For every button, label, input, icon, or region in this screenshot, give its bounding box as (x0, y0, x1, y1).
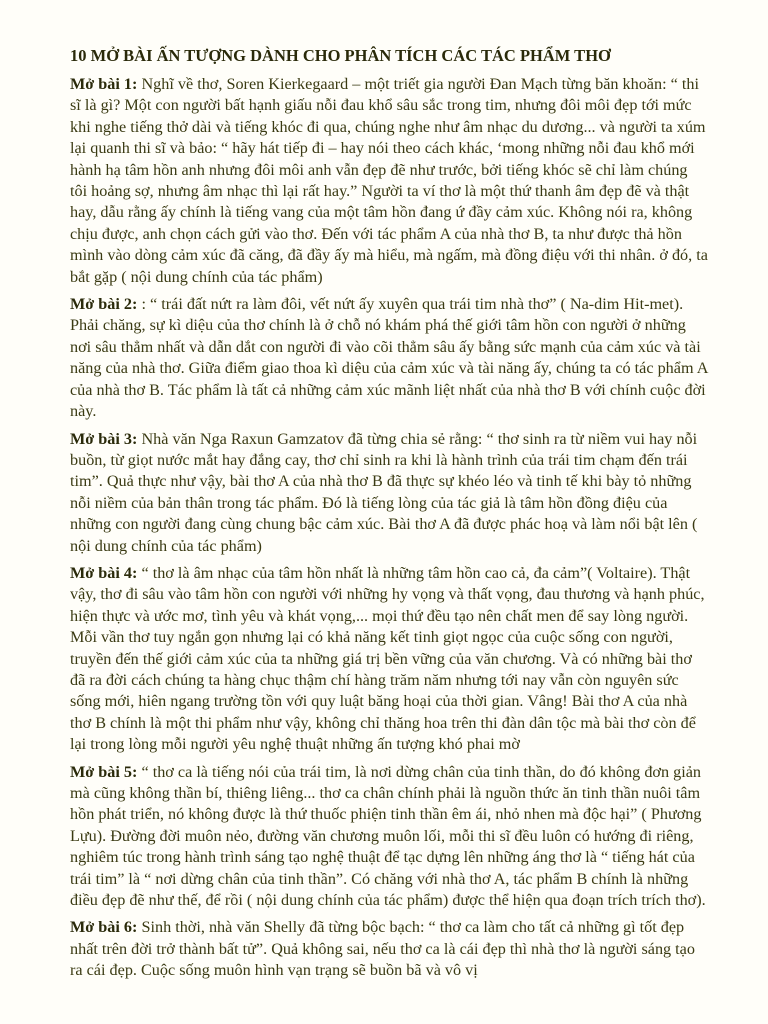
paragraph-text: “ thơ ca là tiếng nói của trái tim, là nơi dừng chân của tinh thần, do đó không đơn giản mà cũng không thần bí, thiêng liêng... thơ ca chân chính phải là nguồn thức ăn tinh thần nuôi tâm hồn phát triển, nó không được là thứ thuốc phiện tinh thần êm ái, nhỏ nhen mà độc hại” ( Phương Lựu). Đường đời muôn nẻo, đường văn chương muôn lối, mỗi thi sĩ đều luôn có hướng đi riêng, nghiêm túc trong hành trình sáng tạo nghệ thuật để tạc dựng lên những áng thơ là “ tiếng hát của trái tim” là “ nơi dừng chân của tinh thần”. Có chăng với nhà thơ A, tác phẩm B chính là những điều đẹp đẽ như thế, để rồi ( nội dung chính của tác phẩm) được thể hiện qua đoạn trích trích thơ). (70, 762, 706, 910)
paragraph-text: Nhà văn Nga Raxun Gamzatov đã từng chia sẻ rằng: “ thơ sinh ra từ niềm vui hay nỗi buồn, từ giọt nước mắt hay đắng cay, thơ chỉ sinh ra khi là hành trình của trái tim chạm đến trái tim”. Quả thực như vậy, bài thơ A của nhà thơ B đã thực sự khéo léo và tinh tế khi bày tỏ những nỗi niềm của bản thân trong tác phẩm. Đó là tiếng lòng của tác giả là tâm hồn đồng điệu của những con người đang cùng chung bậc cảm xúc. Bài thơ A đã được phác hoạ và làm nổi bật lên ( nội dung chính của tác phẩm) (70, 429, 698, 555)
paragraph-label: Mở bài 6: (70, 918, 138, 937)
paragraph-label: Mở bài 5: (70, 762, 138, 781)
paragraph-text: Nghĩ về thơ, Soren Kierkegaard – một triết gia người Đan Mạch từng băn khoăn: “ thi sĩ là gì? Một con người bất hạnh giấu nỗi đau khổ sâu sắc trong tim, nhưng đôi môi đẹp tới mức khi nghe tiếng thở dài và tiếng khóc đi qua, chúng nghe như âm nhạc du dương... và người ta xúm lại quanh thi sĩ và bảo: “ hãy hát tiếp đi – hay nói theo cách khác, ‘mong những nỗi đau khổ mới hành hạ tâm hồn anh nhưng đôi môi anh vẫn đẹp đẽ như trước, bởi tiếng khóc sẽ chỉ làm chúng tôi hoảng sợ, nhưng âm nhạc thì lại rất hay.” Người ta ví thơ là một thứ thanh âm đẹp đẽ và thật hay, dẫu rằng ấy chính là tiếng vang của một tâm hồn đang ứ đầy cảm xúc. Không nói ra, không chịu được, anh chọn cách gửi vào thơ. Đến với tác phẩm A của nhà thơ B, ta như được thả hồn mình vào dòng cảm xúc đã căng, đã đầy ấy mà hiểu, mà ngấm, mà đồng điệu với thi nhân. ở đó, ta bắt gặp ( nội dung chính của tác phẩm) (70, 75, 708, 286)
paragraph-mo-bai-5 (70, 762, 708, 912)
paragraph-text: Sinh thời, nhà văn Shelly đã từng bộc bạch: “ thơ ca làm cho tất cả những gì tốt đẹp nhất trên đời trở thành bất tử”. Quả không sai, nếu thơ ca là cái đẹp thì nhà thơ là người sáng tạo ra cái đẹp. Cuộc sống muôn hình vạn trạng sẽ buồn bã và vô vị (70, 918, 695, 980)
paragraph-mo-bai-6 (70, 917, 708, 981)
document-title: 10 MỞ BÀI ẤN TƯỢNG DÀNH CHO PHÂN TÍCH CÁC TÁC PHẨM THƠ (70, 46, 611, 65)
paragraph-label: Mở bài 3: (70, 429, 138, 448)
paragraph-mo-bai-1 (70, 74, 708, 288)
paragraph-mo-bai-4 (70, 563, 708, 756)
paragraph-text: “ thơ là âm nhạc của tâm hồn nhất là những tâm hồn cao cả, đa cảm”( Voltaire). Thật vậy, thơ đi sâu vào tâm hồn con người với những hy vọng và thất vọng, đau thương và hạnh phúc, hiện thực và ước mơ, tình yêu và khát vọng,... mọi thứ đều tạo nên chất men để say lòng người. Mỗi vần thơ tuy ngắn gọn nhưng lại có khả năng kết tinh giọt ngọc của cuộc sống con người, truyền đến thế giới cảm xúc của ta những giá trị bền vững của văn chương. Và có những bài thơ đã ra đời cách chúng ta hàng chục thậm chí hàng trăm năm nhưng tới nay vẫn còn nguyên sức sống mới, hiên ngang trường tồn với quy luật băng hoại của thời gian. Vâng! Bài thơ A của nhà thơ B chính là một thi phẩm như vậy, không chỉ thăng hoa trên thi đàn dân tộc mà bài thơ còn để lại trong lòng mỗi người yêu nghệ thuật những ấn tượng khó phai mờ (70, 563, 705, 754)
paragraph-mo-bai-2 (70, 294, 708, 422)
paragraph-label: Mở bài 4: (70, 563, 138, 582)
paragraph-label: Mở bài 1: (70, 75, 138, 93)
paragraph-label: Mở bài 2: (70, 295, 138, 314)
paragraph-text: : “ trái đất nứt ra làm đôi, vết nứt ấy xuyên qua trái tim nhà thơ” ( Na-dim Hit-met). Phải chăng, sự kì diệu của thơ chính là ở chỗ nó khám phá thế giới tâm hồn con người ở những nơi sâu thẳm nhất và dẫn dắt con người đi vào cõi thẳm sâu ấy bằng sức mạnh của cảm xúc và tài năng của nhà thơ. Giữa điểm giao thoa kì diệu của cảm xúc và tài năng ấy, chúng ta có tác phẩm A của nhà thơ B. Tác phẩm là tất cả những cảm xúc mãnh liệt nhất của nhà thơ B với chính cuộc đời này. (70, 295, 708, 421)
paragraph-mo-bai-3 (70, 429, 708, 557)
